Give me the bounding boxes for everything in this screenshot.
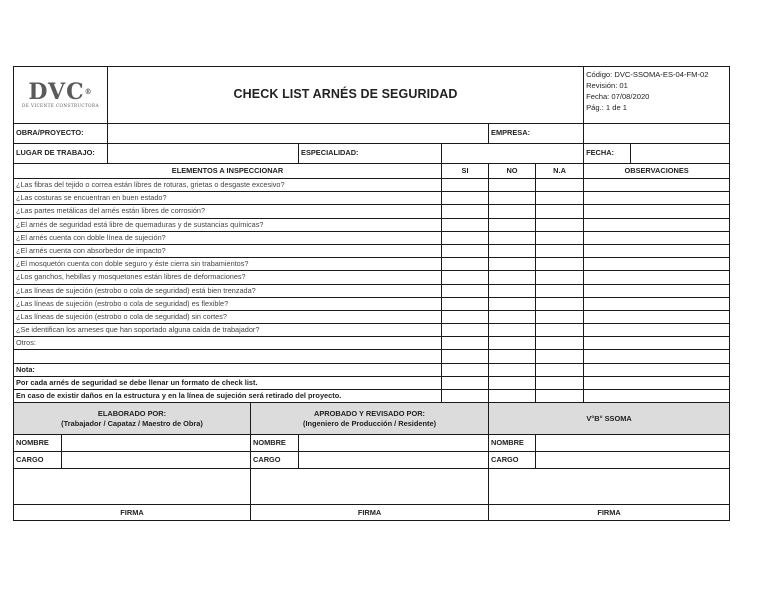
na-cell[interactable] [536,390,584,403]
nombre-label: NOMBRE [251,435,299,452]
company-logo: DVC® DE VICENTE CONSTRUCTORA [14,67,108,124]
si-cell[interactable] [442,218,489,231]
checklist-question: ¿El arnés de seguridad está libre de quemaduras y de sustancias químicas? [14,218,442,231]
doc-page: Pág.: 1 de 1 [586,103,628,112]
si-cell[interactable] [442,284,489,297]
na-cell[interactable] [536,350,584,363]
no-cell[interactable] [489,271,536,284]
nombre-label: NOMBRE [489,435,536,452]
nombre-field[interactable] [299,435,489,452]
observaciones-cell[interactable] [584,324,730,337]
cargo-field[interactable] [299,452,489,469]
observaciones-cell[interactable] [584,218,730,231]
logo-subtitle: DE VICENTE CONSTRUCTORA [22,103,99,109]
elaborado-subtitle: (Trabajador / Capataz / Maestro de Obra) [61,418,203,428]
observaciones-cell[interactable] [584,231,730,244]
lugar-field[interactable] [108,144,299,164]
observaciones-cell[interactable] [584,363,730,376]
observaciones-cell[interactable] [584,284,730,297]
no-cell[interactable] [489,231,536,244]
no-cell[interactable] [489,350,536,363]
cargo-label: CARGO [251,452,299,469]
checklist-question: ¿Las líneas de sujeción (estrobo o cola de seguridad) es flexible? [14,297,442,310]
doc-date: Fecha: 07/08/2020 [586,92,650,101]
na-cell[interactable] [536,324,584,337]
na-cell[interactable] [536,179,584,192]
nombre-field[interactable] [62,435,251,452]
checklist-form [13,66,729,521]
si-cell[interactable] [442,231,489,244]
checklist-row [14,244,730,257]
no-cell[interactable] [489,376,536,389]
checklist-row [14,179,730,192]
note-row [14,390,730,403]
observaciones-cell[interactable] [584,376,730,389]
cargo-field[interactable] [536,452,730,469]
observaciones-cell[interactable] [584,244,730,257]
checklist-question: ¿Las líneas de sujeción (estrobo o cola de seguridad) sin cortes? [14,310,442,323]
note-label: Nota: [14,363,442,376]
checklist-question: ¿El arnés cuenta con doble línea de sujeción? [14,231,442,244]
na-cell[interactable] [536,376,584,389]
firma-label: FIRMA [489,505,730,521]
na-cell[interactable] [536,271,584,284]
document-control [584,67,730,124]
na-header: N.A [536,164,584,179]
aprobado-subtitle: (Ingeniero de Producción / Residente) [302,418,437,428]
si-cell[interactable] [442,390,489,403]
nombre-row [14,435,730,452]
no-cell[interactable] [489,310,536,323]
si-cell[interactable] [442,258,489,271]
especialidad-label: ESPECIALIDAD: [299,144,442,164]
signature-space-row [14,469,730,505]
otros-label: Otros: [14,337,442,350]
no-cell[interactable] [489,297,536,310]
checklist-row [14,310,730,323]
checklist-row [14,271,730,284]
checklist-row [14,324,730,337]
si-cell[interactable] [442,324,489,337]
si-cell[interactable] [442,271,489,284]
na-cell[interactable] [536,363,584,376]
na-cell[interactable] [536,284,584,297]
note-line-2: En caso de existir daños en la estructura y en la línea de sujeción será retirado del proyecto. [14,390,442,403]
checklist-row [14,205,730,218]
signature-header-row [14,403,730,435]
si-cell[interactable] [442,363,489,376]
checklist-question: ¿Las líneas de sujeción (estrobo o cola de seguridad) está bien trenzada? [14,284,442,297]
observaciones-cell[interactable] [584,271,730,284]
header-row [14,67,730,124]
blank-cell[interactable] [14,350,442,363]
signature-area[interactable] [489,469,730,505]
firma-label: FIRMA [251,505,489,521]
signature-area[interactable] [14,469,251,505]
na-cell[interactable] [536,205,584,218]
no-cell[interactable] [489,363,536,376]
checklist-row [14,297,730,310]
checklist-row [14,192,730,205]
no-header: NO [489,164,536,179]
elementos-header: ELEMENTOS A INSPECCIONAR [14,164,442,179]
si-cell[interactable] [442,337,489,350]
na-cell[interactable] [536,258,584,271]
doc-code: Código: DVC-SSOMA-ES-04-FM-02 [586,70,709,79]
observaciones-cell[interactable] [584,258,730,271]
observaciones-header: OBSERVACIONES [584,164,730,179]
no-cell[interactable] [489,324,536,337]
na-cell[interactable] [536,244,584,257]
observaciones-cell[interactable] [584,205,730,218]
no-cell[interactable] [489,337,536,350]
no-cell[interactable] [489,192,536,205]
signature-area[interactable] [251,469,489,505]
checklist-question: ¿Las fibras del tejido o correa están libres de roturas, grietas o desgaste excesivo? [14,179,442,192]
no-cell[interactable] [489,284,536,297]
fecha-field[interactable] [631,144,730,164]
aprobado-header [251,403,489,435]
empresa-field[interactable] [584,124,730,144]
checklist-row [14,218,730,231]
location-row [14,144,730,164]
logo-text: DVC [28,79,85,106]
vobo-header: V°B° SSOMA [489,403,730,435]
elaborado-header [14,403,251,435]
elaborado-title: ELABORADO POR: [97,408,167,418]
checklist-question: ¿Se identifican los arneses que han soportado alguna caída de trabajador? [14,324,442,337]
checklist-question: ¿Las partes metálicas del arnés están libres de corrosión? [14,205,442,218]
observaciones-cell[interactable] [584,310,730,323]
lugar-label: LUGAR DE TRABAJO: [14,144,108,164]
doc-revision: Revisión: 01 [586,81,628,90]
checklist-question: ¿El arnés cuenta con absorbedor de impacto? [14,244,442,257]
no-cell[interactable] [489,218,536,231]
empresa-label: EMPRESA: [489,124,584,144]
no-cell[interactable] [489,244,536,257]
na-cell[interactable] [536,231,584,244]
blank-row [14,350,730,363]
cargo-row [14,452,730,469]
checklist-question: ¿Los ganchos, hebillas y mosquetones están libres de deformaciones? [14,271,442,284]
project-row [14,124,730,144]
checklist-row [14,231,730,244]
si-cell[interactable] [442,179,489,192]
especialidad-field[interactable] [442,144,584,164]
cargo-field[interactable] [62,452,251,469]
form-title: CHECK LIST ARNÉS DE SEGURIDAD [108,67,584,124]
na-cell[interactable] [536,218,584,231]
checklist-question: ¿El mosquetón cuenta con doble seguro y éste cierra sin trabamientos? [14,258,442,271]
na-cell[interactable] [536,337,584,350]
observaciones-cell[interactable] [584,192,730,205]
si-cell[interactable] [442,310,489,323]
observaciones-cell[interactable] [584,390,730,403]
no-cell[interactable] [489,205,536,218]
observaciones-cell[interactable] [584,337,730,350]
fecha-label: FECHA: [584,144,631,164]
aprobado-title: APROBADO Y REVISADO POR: [314,408,426,418]
si-cell[interactable] [442,350,489,363]
no-cell[interactable] [489,258,536,271]
si-cell[interactable] [442,192,489,205]
obra-field[interactable] [108,124,489,144]
otros-row [14,337,730,350]
checklist-row [14,284,730,297]
na-cell[interactable] [536,297,584,310]
si-cell[interactable] [442,205,489,218]
cargo-label: CARGO [14,452,62,469]
si-cell[interactable] [442,297,489,310]
si-cell[interactable] [442,244,489,257]
na-cell[interactable] [536,310,584,323]
firma-label: FIRMA [14,505,251,521]
nombre-label: NOMBRE [14,435,62,452]
cargo-label: CARGO [489,452,536,469]
note-row [14,376,730,389]
observaciones-cell[interactable] [584,350,730,363]
obra-label: OBRA/PROYECTO: [14,124,108,144]
checklist-question: ¿Las costuras se encuentran en buen estado? [14,192,442,205]
note-line-1: Por cada arnés de seguridad se debe llenar un formato de check list. [14,376,442,389]
firma-row [14,505,730,521]
checklist-row [14,258,730,271]
no-cell[interactable] [489,179,536,192]
observaciones-cell[interactable] [584,297,730,310]
nombre-field[interactable] [536,435,730,452]
si-header: SI [442,164,489,179]
checklist-header [14,164,730,179]
na-cell[interactable] [536,192,584,205]
no-cell[interactable] [489,390,536,403]
note-row [14,363,730,376]
observaciones-cell[interactable] [584,179,730,192]
si-cell[interactable] [442,376,489,389]
